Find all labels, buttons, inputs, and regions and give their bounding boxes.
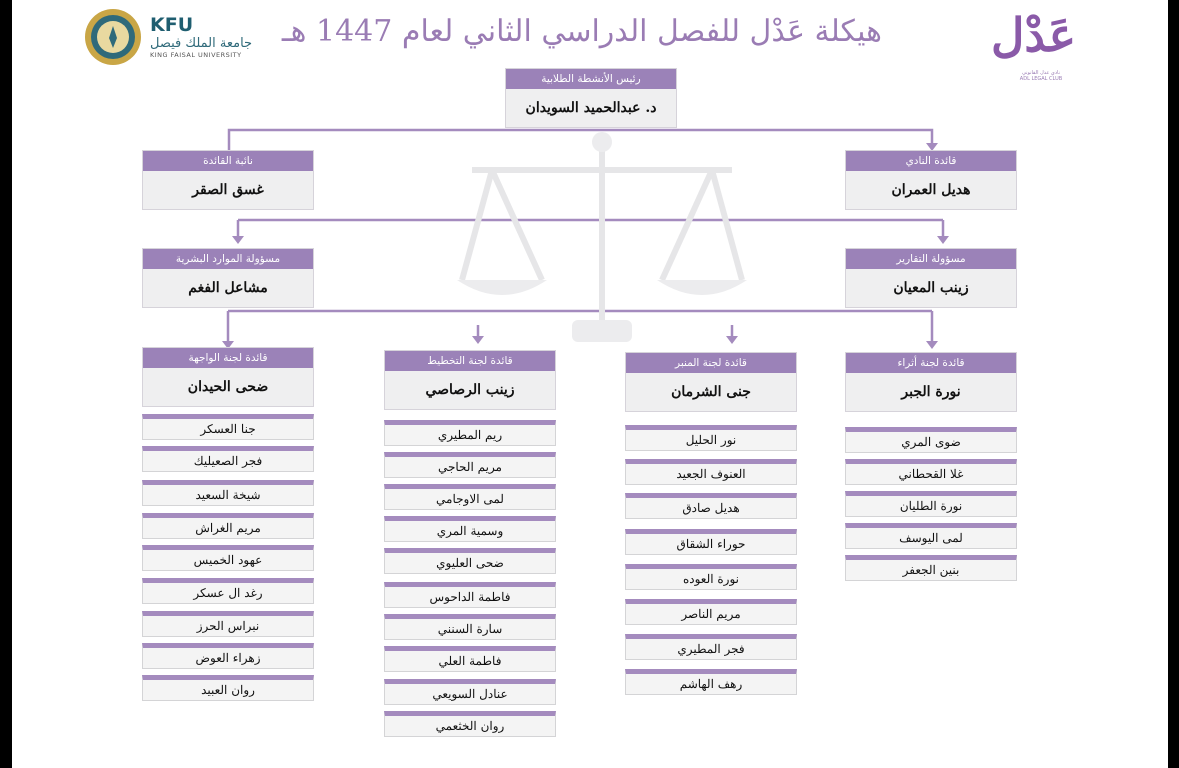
- kfu-english-name: KING FAISAL UNIVERSITY: [150, 51, 242, 59]
- kfu-seal-icon: [84, 8, 142, 66]
- member-item: لمى اليوسف: [845, 523, 1017, 549]
- member-item: لمى الاوجامي: [384, 484, 556, 510]
- adl-logo-sub-en: ADL LEGAL CLUB: [1019, 76, 1063, 82]
- card-role: قائدة لجنة المنبر: [626, 353, 796, 373]
- member-item: عهود الخميس: [142, 545, 314, 571]
- member-item: نورة العوده: [625, 564, 797, 590]
- adl-logo-word: عَدْل: [991, 8, 1077, 62]
- member-item: ريم المطيري: [384, 420, 556, 446]
- kfu-logo: [84, 6, 264, 68]
- member-item: مريم الغراش: [142, 513, 314, 539]
- member-item: بنين الجعفر: [845, 555, 1017, 581]
- member-item: نورة الطليان: [845, 491, 1017, 517]
- card-name: غسق الصقر: [192, 182, 264, 198]
- member-item: سارة السنني: [384, 614, 556, 640]
- page-title: هيكلة عَدْل للفصل الدراسي الثاني لعام 1447 هـ: [281, 14, 882, 49]
- member-item: روان العبيد: [142, 675, 314, 701]
- card-role: قائدة النادي: [846, 151, 1016, 171]
- member-item: رهف الهاشم: [625, 669, 797, 695]
- card-name: مشاعل الفغم: [188, 280, 268, 296]
- member-item: فاطمة العلي: [384, 646, 556, 672]
- member-item: مريم الحاجي: [384, 452, 556, 478]
- card-name: جنى الشرمان: [671, 384, 751, 400]
- member-item: عنادل السويعي: [384, 679, 556, 705]
- member-item: وسمية المري: [384, 516, 556, 542]
- member-item: نبراس الحرز: [142, 611, 314, 637]
- card-name: زينب المعيان: [893, 280, 969, 296]
- card-reports-lead: [845, 248, 1017, 308]
- member-item: نور الحليل: [625, 425, 797, 451]
- member-item: هديل صادق: [625, 493, 797, 519]
- card-role: قائدة لجنة الواجهة: [143, 348, 313, 368]
- card-role: رئيس الأنشطة الطلابية: [506, 69, 676, 89]
- member-item: شيخة السعيد: [142, 480, 314, 506]
- card-committee-leader: [384, 350, 556, 410]
- card-role: مسؤولة الموارد البشرية: [143, 249, 313, 269]
- card-role: مسؤولة التقارير: [846, 249, 1016, 269]
- card-committee-leader: [142, 347, 314, 407]
- member-item: فجر المطيري: [625, 634, 797, 660]
- member-item: فاطمة الداحوس: [384, 582, 556, 608]
- member-item: حوراء الشقاق: [625, 529, 797, 555]
- member-item: ضوى المري: [845, 427, 1017, 453]
- card-name: نورة الجبر: [901, 384, 961, 400]
- card-club-leader: [845, 150, 1017, 210]
- member-item: غلا القحطاني: [845, 459, 1017, 485]
- card-committee-leader: [625, 352, 797, 412]
- member-item: فجر الصعيليك: [142, 446, 314, 472]
- member-item: روان الخثعمي: [384, 711, 556, 737]
- card-role: قائدة لجنة التخطيط: [385, 351, 555, 371]
- scales-watermark-icon: [442, 130, 762, 350]
- card-name: زينب الرصاصي: [425, 382, 515, 398]
- card-name: ضحى الحيدان: [187, 379, 269, 395]
- org-chart-canvas: [12, 0, 1168, 768]
- member-item: جنا العسكر: [142, 414, 314, 440]
- card-name: د. عبدالحميد السويدان: [525, 100, 657, 116]
- card-deputy-leader: [142, 150, 314, 210]
- card-committee-leader: [845, 352, 1017, 412]
- member-item: ضحى العليوي: [384, 548, 556, 574]
- member-item: مريم الناصر: [625, 599, 797, 625]
- member-item: العنوف الجعيد: [625, 459, 797, 485]
- kfu-arabic-name: جامعة الملك فيصل: [150, 36, 253, 51]
- kfu-abbr: KFU: [150, 14, 194, 36]
- card-role: نائبة القائدة: [143, 151, 313, 171]
- card-hr-lead: [142, 248, 314, 308]
- card-name: هديل العمران: [891, 182, 971, 198]
- adl-logo: [987, 8, 1097, 88]
- card-role: قائدة لجنة أثراء: [846, 353, 1016, 373]
- member-item: زهراء العوض: [142, 643, 314, 669]
- member-item: رغد ال عسكر: [142, 578, 314, 604]
- adl-logo-sub-ar: نادي عدل القانوني: [1022, 70, 1060, 76]
- card-student-activities-head: [505, 68, 677, 128]
